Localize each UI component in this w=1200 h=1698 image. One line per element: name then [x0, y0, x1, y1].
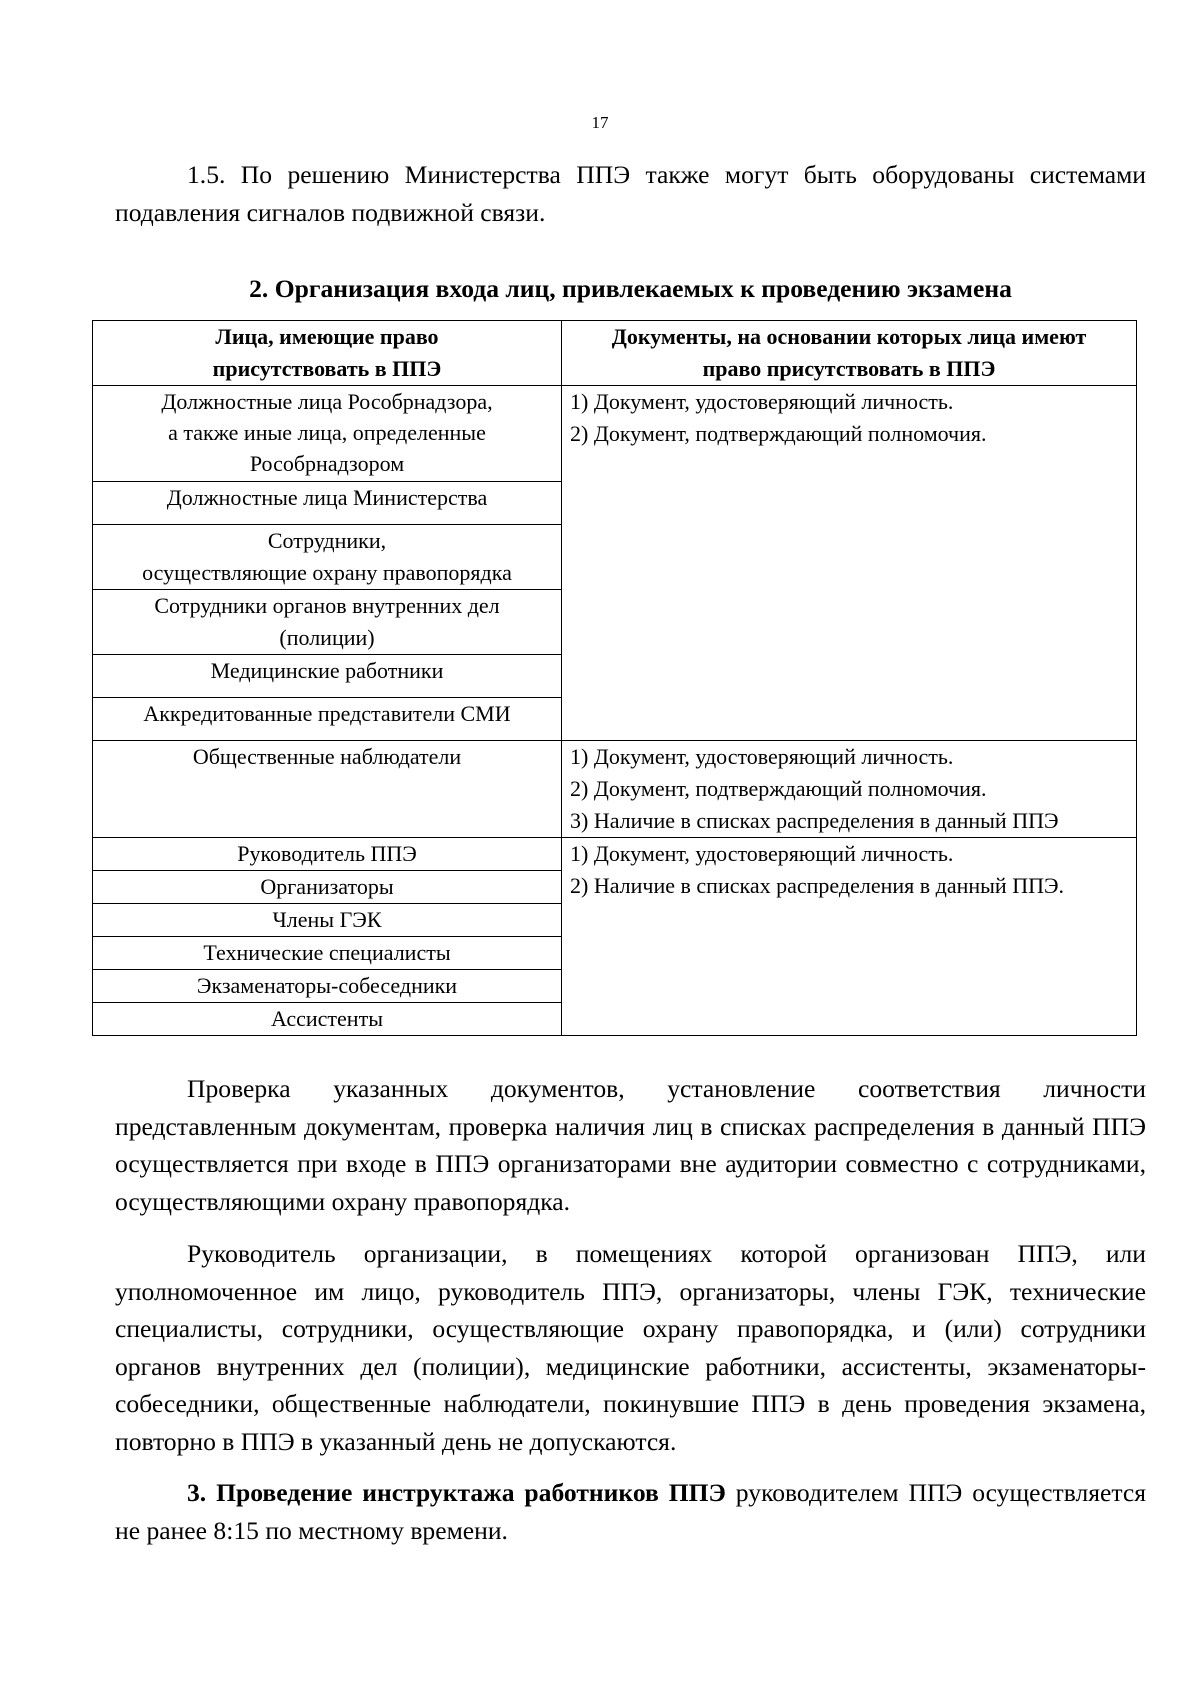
person-cell [93, 871, 562, 904]
person-line: Ассистенты [271, 1006, 383, 1031]
person-line: Технические специалисты [203, 940, 451, 965]
person-cell [93, 937, 562, 970]
instruction-paragraph [115, 1474, 1146, 1549]
person-line: Общественные наблюдатели [192, 744, 462, 769]
person-line: Экзаменаторы-собеседники [196, 973, 458, 998]
person-line: Рособрнадзором [249, 451, 405, 476]
check-paragraph: Проверка указанных документов, установление соответствия личности представленным документам, проверка наличия лиц в списках распределения в данный ППЭ осуществляется при входе в ППЭ организаторами вне аудитории совместно с сотрудниками, осуществляющими охрану правопорядка. [115, 1074, 1146, 1216]
person-cell [93, 904, 562, 937]
document-line: 1) Документ, удостоверяющий личность. [570, 841, 954, 866]
admission-table [92, 320, 1137, 1036]
person-cell [93, 655, 562, 698]
person-cell [93, 590, 562, 655]
person-cell [93, 482, 562, 525]
person-line: Медицинские работники [210, 658, 444, 683]
table-row [93, 838, 1137, 871]
intro-paragraph: 1.5. По решению Министерства ППЭ также могут быть оборудованы системами подавления сигналов подвижной связи. [115, 160, 1146, 227]
person-line: Аккредитованные представители СМИ [143, 701, 511, 726]
person-line: осуществляющие охрану правопорядка [142, 560, 512, 585]
documents-cell [562, 741, 1137, 838]
person-cell [93, 741, 562, 838]
header-documents-line: право присутствовать в ППЭ [702, 356, 996, 381]
person-line: Должностные лица Министерства [166, 485, 488, 510]
person-cell [93, 525, 562, 590]
person-cell [93, 1003, 562, 1036]
document-line: 1) Документ, удостоверяющий личность. [570, 389, 954, 414]
person-cell [93, 838, 562, 871]
section-heading: 2. Организация входа лиц, привлекаемых к проведению экзамена [249, 274, 1012, 303]
table-row [93, 741, 1137, 838]
document-line: 3) Наличие в списках распределения в данный ППЭ [570, 808, 1059, 833]
person-cell [93, 698, 562, 741]
documents-cell [562, 838, 1137, 1036]
header-persons [93, 321, 562, 386]
person-line: (полиции) [279, 625, 375, 650]
header-persons-line: Лица, имеющие право [215, 324, 439, 349]
person-line: Члены ГЭК [272, 907, 382, 932]
header-documents [562, 321, 1137, 386]
person-cell [93, 386, 562, 482]
person-cell [93, 970, 562, 1003]
page-number: 17 [591, 113, 609, 132]
documents-cell [562, 386, 1137, 741]
document-line: 2) Наличие в списках распределения в данный ППЭ. [570, 873, 1065, 898]
readmission-paragraph: Руководитель организации, в помещениях которой организован ППЭ, или уполномоченное им лицо, руководитель ППЭ, организаторы, члены ГЭК, технические специалисты, сотрудники, осуществляющие охрану правопорядка, и (или) сотрудники органов внутренних дел (полиции), медицинские работники, ассистенты, экзаменаторы-собеседники, общественные наблюдатели, покинувшие ППЭ в день проведения экзамена, повторно в ППЭ в указанный день не допускаются. [115, 1239, 1146, 1456]
instruction-text: руководителем ППЭ осуществляется не ранее 8:15 по местному времени. [115, 1478, 1147, 1545]
document-line: 2) Документ, подтверждающий полномочия. [570, 776, 987, 801]
person-line: Руководитель ППЭ [237, 841, 417, 866]
table-header-row [93, 321, 1137, 386]
person-line: Организаторы [260, 874, 394, 899]
header-documents-line: Документы, на основании которых лица имеют [611, 324, 1087, 349]
person-line: Должностные лица Рособрнадзора, [161, 389, 493, 414]
document-line: 2) Документ, подтверждающий полномочия. [570, 421, 987, 446]
header-persons-line: присутствовать в ППЭ [212, 356, 442, 381]
table-row [93, 386, 1137, 482]
instruction-heading: 3. Проведение инструктажа работников ППЭ [187, 1478, 726, 1507]
person-line: Сотрудники органов внутренних дел [154, 593, 500, 618]
person-line: а также иные лица, определенные [168, 420, 486, 445]
person-line: Сотрудники, [267, 528, 387, 553]
document-line: 1) Документ, удостоверяющий личность. [570, 744, 954, 769]
